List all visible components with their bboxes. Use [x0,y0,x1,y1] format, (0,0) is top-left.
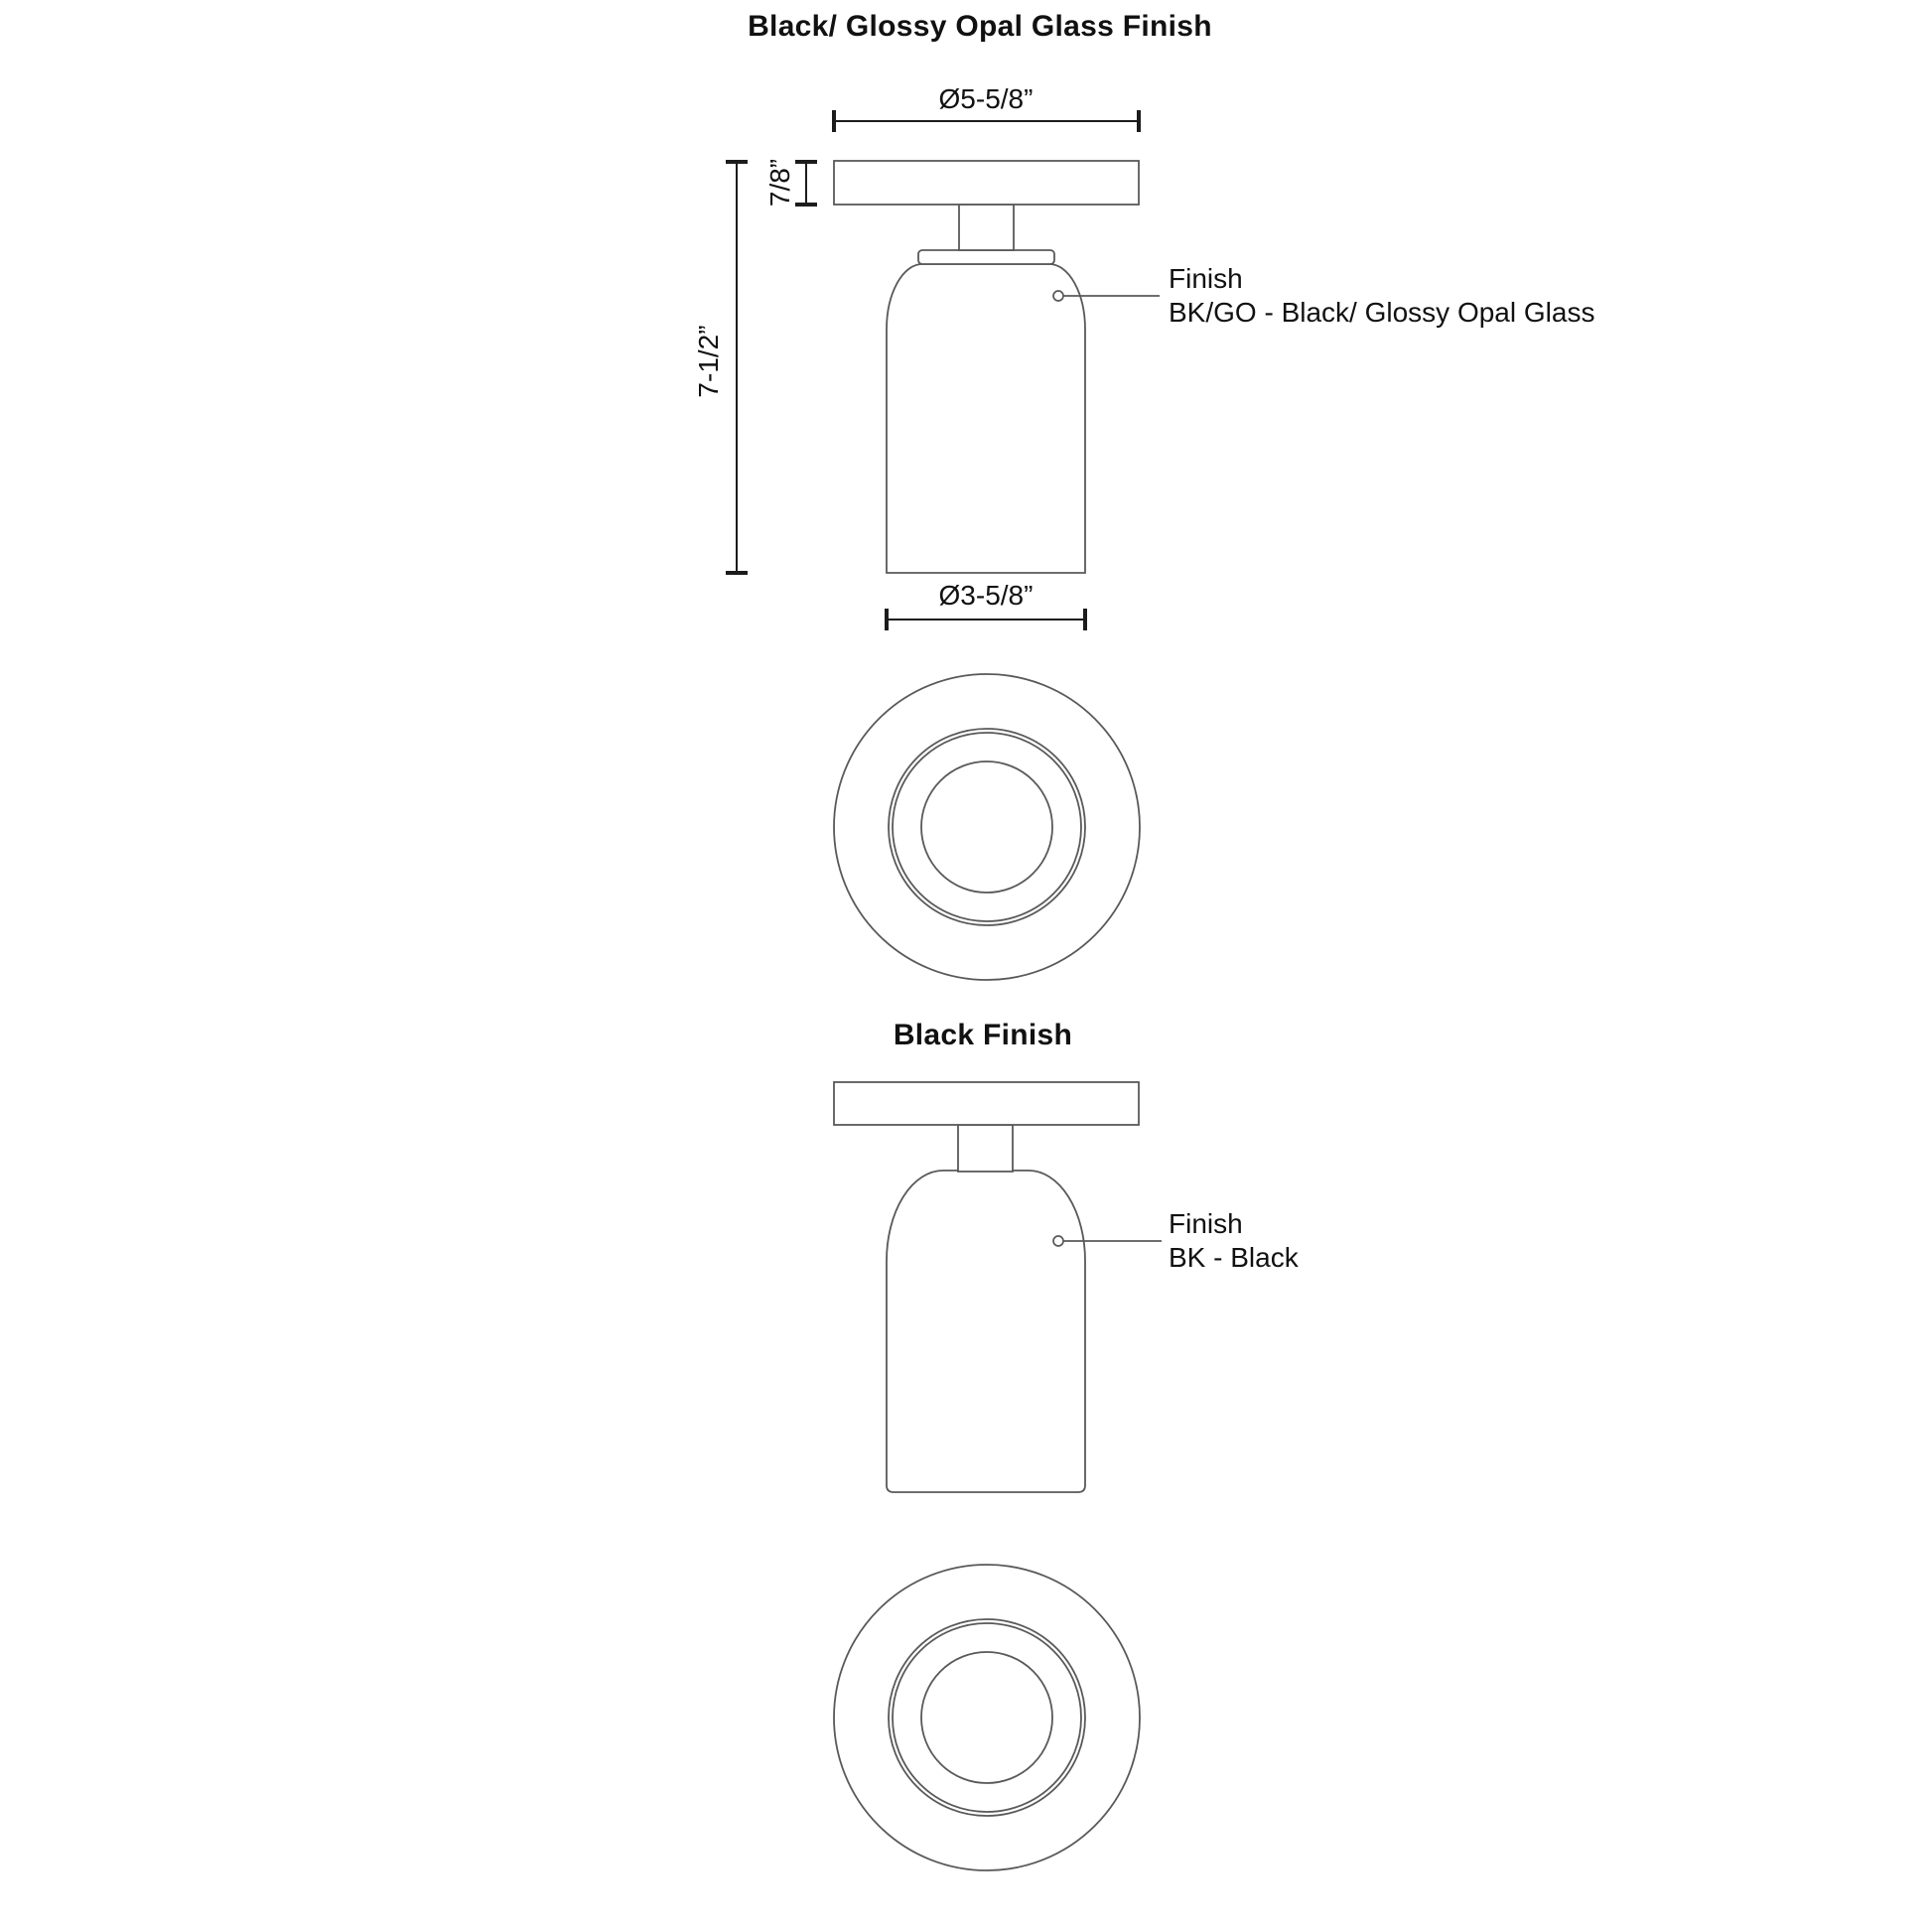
dim-canopy-height [795,162,817,205]
dim-label-overall-height: 7-1/2” [693,325,724,398]
canopy-outer-circle [834,1565,1140,1870]
black-fixture-side-view [834,1082,1162,1492]
glass-collar [918,250,1054,264]
callout-marker [1053,1236,1063,1246]
dim-overall-height [726,162,748,573]
dim-glass-diameter [887,609,1085,630]
dim-label-canopy-diameter: Ø5-5/8” [938,83,1034,114]
finish-callout-label: Finish [1169,1208,1243,1239]
callout-marker [1053,291,1063,301]
finish-callout-label: Finish [1169,263,1243,294]
glass-fixture-bottom-view [834,674,1140,980]
body-rim-outer-circle [889,729,1085,925]
stem [959,205,1014,250]
black-fixture-bottom-view [834,1565,1140,1870]
dim-label-canopy-height: 7/8” [764,158,795,207]
canopy [834,161,1139,205]
finish-callout-value: BK/GO - Black/ Glossy Opal Glass [1169,297,1595,328]
metal-body [887,1171,1085,1492]
finish-callout-value: BK - Black [1169,1242,1299,1273]
glass-body [887,264,1085,573]
black-fixture-title: Black Finish [893,1019,1073,1051]
glass-finish-callout [1169,262,1594,330]
black-finish-callout [1169,1207,1299,1275]
glass-fixture-title: Black/ Glossy Opal Glass Finish [748,10,1212,43]
stem [958,1125,1013,1172]
diffuser-circle [921,1652,1052,1783]
diffuser-circle [921,761,1052,893]
canopy-outer-circle [834,674,1140,980]
dim-label-glass-diameter: Ø3-5/8” [938,580,1034,611]
body-rim-outer-circle [889,1619,1085,1816]
canopy [834,1082,1139,1125]
